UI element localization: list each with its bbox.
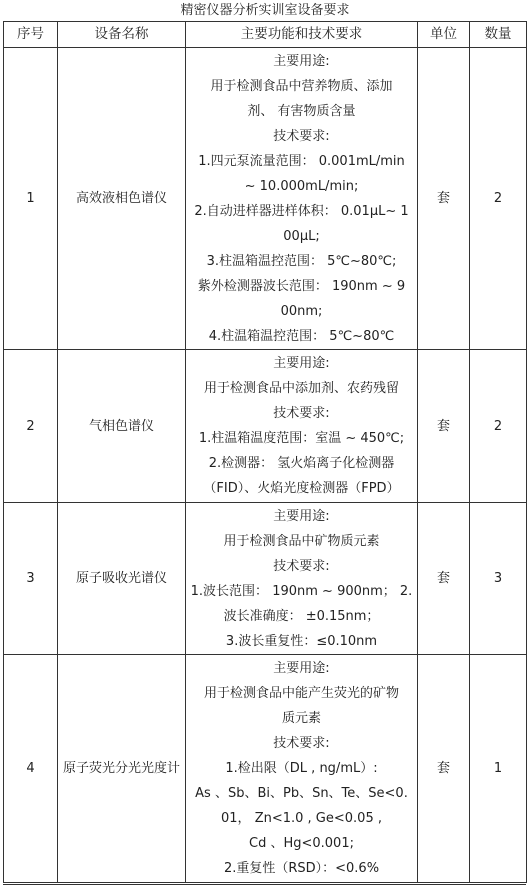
spec-line: 剂、 有害物质含量 bbox=[247, 103, 356, 119]
row-qty: 1 bbox=[470, 655, 527, 883]
row-name: 原子荧光分光光度计 bbox=[58, 655, 186, 883]
spec-line: 用于检测食品中能产生荧光的矿物 bbox=[203, 686, 399, 701]
spec-line: 2.检测器： 氢火焰离子化检测器 bbox=[208, 456, 395, 471]
spec-line: 质元素 bbox=[281, 711, 321, 726]
spec-line: 用于检测食品中营养物质、添加 bbox=[210, 78, 393, 94]
row-no: 2 bbox=[4, 350, 58, 503]
spec-line: 技术要求: bbox=[273, 406, 330, 421]
table-row bbox=[4, 655, 527, 883]
spec-line: 主要用途: bbox=[273, 508, 330, 524]
table-title-row bbox=[4, 1, 527, 22]
spec-line: 技术要求: bbox=[273, 128, 330, 144]
spec-line: 主要用途: bbox=[273, 356, 330, 371]
row-name: 气相色谱仪 bbox=[58, 350, 186, 503]
spec-line: Cd 、Hg<0.001; bbox=[249, 836, 354, 851]
row-spec bbox=[186, 503, 418, 655]
header-spec: 主要功能和技术要求 bbox=[186, 22, 418, 48]
spec-line: 1.四元泵流量范围： 0.001mL/min bbox=[198, 153, 405, 169]
row-no: 4 bbox=[4, 655, 58, 883]
row-unit: 套 bbox=[418, 350, 470, 503]
spec-line: ~ 10.000mL/min; bbox=[244, 178, 359, 194]
row-qty: 2 bbox=[470, 48, 527, 350]
row-qty: 2 bbox=[470, 350, 527, 503]
spec-line: 技术要求: bbox=[273, 558, 330, 574]
table-title: 精密仪器分析实训室设备要求 bbox=[4, 1, 527, 22]
header-name: 设备名称 bbox=[58, 22, 186, 48]
row-qty: 3 bbox=[470, 503, 527, 655]
row-unit: 套 bbox=[418, 503, 470, 655]
spec-line: 2.自动进样器进样体积： 0.01μL~ 1 bbox=[194, 203, 409, 219]
row-spec bbox=[186, 655, 418, 883]
spec-line: 3.柱温箱温控范围： 5℃~80℃; bbox=[206, 253, 397, 269]
row-name: 原子吸收光谱仪 bbox=[58, 503, 186, 655]
spec-line: 01， Zn<1.0 , Ge<0.05 , bbox=[221, 811, 382, 826]
row-no: 1 bbox=[4, 48, 58, 350]
spec-line: 主要用途: bbox=[273, 661, 330, 676]
spec-line: 1.柱温箱温度范围：室温 ~ 450℃; bbox=[198, 431, 405, 446]
spec-line: 波长准确度： ±0.15nm； bbox=[223, 608, 380, 624]
row-no: 3 bbox=[4, 503, 58, 655]
table-bottom-border bbox=[3, 884, 526, 885]
spec-line: 00nm; bbox=[280, 303, 323, 319]
header-no: 序号 bbox=[4, 22, 58, 48]
spec-line: 紫外检测器波长范围： 190nm ~ 9 bbox=[197, 278, 406, 294]
row-unit: 套 bbox=[418, 655, 470, 883]
spec-line: As 、Sb、Bi、Pb、Sn、Te、Se<0. bbox=[195, 786, 408, 801]
spec-line: 用于检测食品中矿物质元素 bbox=[223, 533, 380, 549]
spec-line: 用于检测食品中添加剂、农药残留 bbox=[203, 381, 399, 396]
row-unit: 套 bbox=[418, 48, 470, 350]
table-row bbox=[4, 350, 527, 503]
spec-line: 1.波长范围： 190nm ~ 900nm； 2. bbox=[190, 583, 413, 599]
row-name: 高效液相色谱仪 bbox=[58, 48, 186, 350]
spec-line: 3.波长重复性：≤0.10nm bbox=[225, 633, 378, 649]
equipment-requirements-table bbox=[3, 1, 527, 883]
spec-line: 主要用途: bbox=[273, 53, 330, 69]
spec-line: 技术要求: bbox=[273, 736, 330, 751]
spec-line: 00μL; bbox=[283, 228, 320, 244]
row-spec bbox=[186, 350, 418, 503]
table-row bbox=[4, 503, 527, 655]
header-qty: 数量 bbox=[470, 22, 527, 48]
header-unit: 单位 bbox=[418, 22, 470, 48]
row-spec bbox=[186, 48, 418, 350]
spec-line: （FID）、火焰光度检测器（FPD） bbox=[203, 481, 400, 496]
spec-line: 4.柱温箱温控范围： 5℃~80℃ bbox=[208, 328, 395, 344]
spec-line: 2.重复性（RSD）：<0.6% bbox=[223, 861, 380, 876]
table-row bbox=[4, 48, 527, 350]
table-header-row bbox=[4, 22, 527, 48]
spec-line: 1.检出限（DL , ng/mL）: bbox=[225, 761, 378, 776]
